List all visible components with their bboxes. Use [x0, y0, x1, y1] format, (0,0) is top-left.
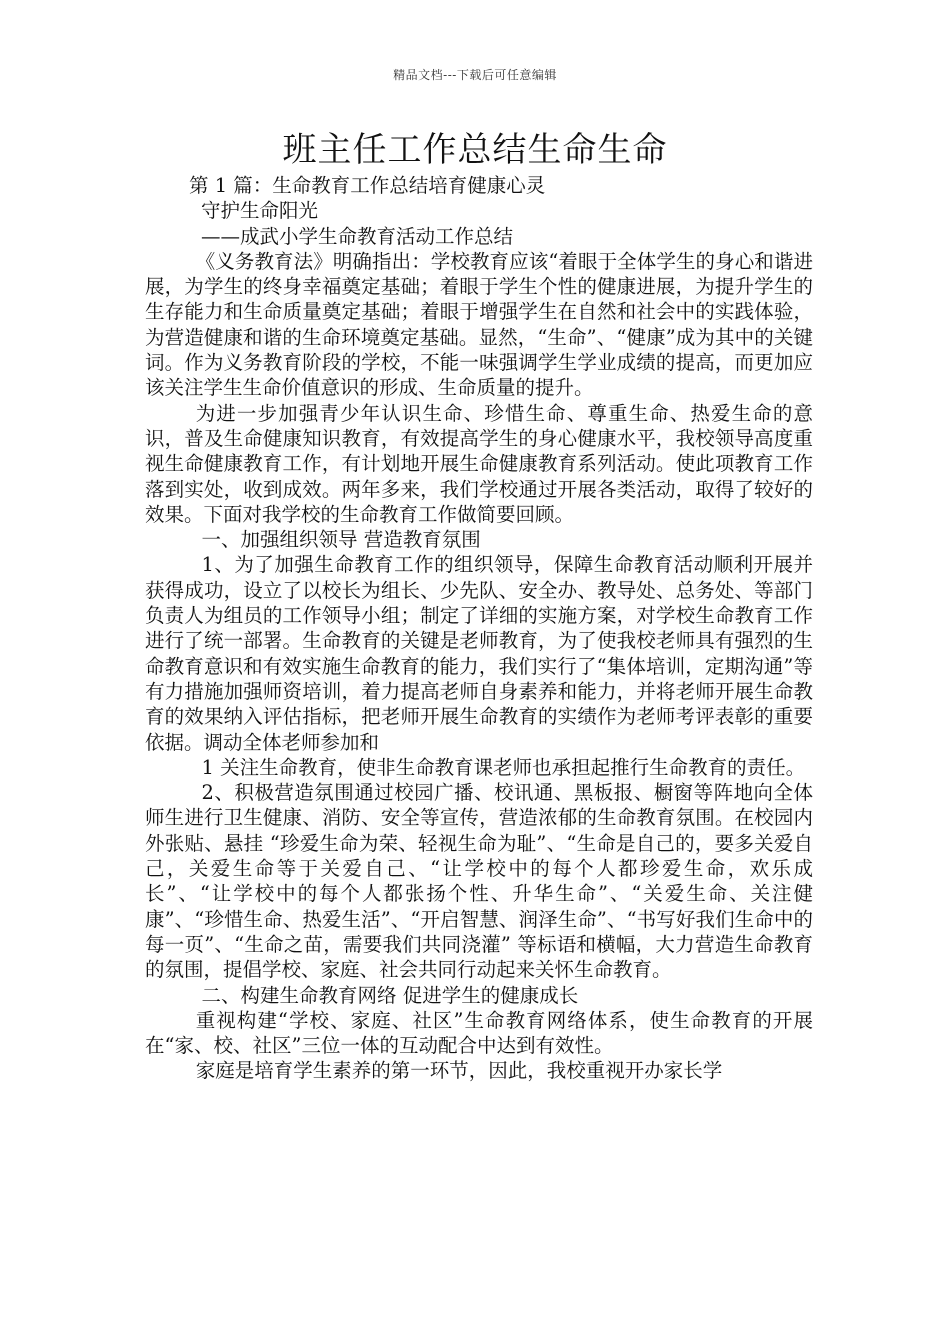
- subtitle-line-3: ——成武小学生命教育活动工作总结: [201, 224, 514, 248]
- subtitle-line-2: 守护生命阳光: [201, 199, 319, 223]
- paragraph: 2、积极营造氛围通过校园广播、校讯通、黑板报、橱窗等阵地向全体师生进行卫生健康、消防、安全等宣传，营造浓郁的生命教育氛围。在校园内外张贴、悬挂 “珍爱生命为荣、轻视生命为耻”、“生命是自己的，要多关爱自己，关爱生命等于关爱自己、“让学校中的每个人都珍爱生命，欢乐成长”、“让学校中的每个人都张扬个性、升华生命”、“关爱生命、关注健康”、“珍惜生命、热爱生活”、“开启智慧、润泽生命”、“书写好我们生命中的每一页”、“生命之苗，需要我们共同浇灌” 等标语和横幅，大力营造生命教育的氛围，提倡学校、家庭、社会共同行动起来关怀生命教育。: [145, 781, 813, 982]
- paragraph: 《义务教育法》明确指出：学校教育应该“着眼于全体学生的身心和谐进展，为学生的终身幸福奠定基础；着眼于学生个性的健康进展，为提升学生的生存能力和生命质量奠定基础；着眼于增强学生在自然和社会中的实践体验，为营造健康和谐的生命环境奠定基础。显然，“生命”、“健康”成为其中的关键词。作为义务教育阶段的学校，不能一味强调学生学业成绩的提高，而更加应该关注学生生命价值意识的形成、生命质量的提升。: [145, 249, 813, 400]
- document-body: [145, 173, 813, 1084]
- paragraph: 1 关注生命教育，使非生命教育课老师也承担起推行生命教育的责任。: [201, 755, 806, 779]
- page-header: 精品文档---下载后可任意编辑: [393, 68, 557, 82]
- paragraph: 重视构建“学校、家庭、社区”生命教育网络体系，使生命教育的开展在“家、校、社区”三位一体的互动配合中达到有效性。: [145, 1008, 813, 1058]
- paragraph: 为进一步加强青少年认识生命、珍惜生命、尊重生命、热爱生命的意识，普及生命健康知识教育，有效提高学生的身心健康水平，我校领导高度重视生命健康教育工作，有计划地开展生命健康教育系列活动。使此项教育工作落到实处，收到成效。两年多来，我们学校通过开展各类活动，取得了较好的效果。下面对我学校的生命教育工作做简要回顾。: [145, 401, 813, 526]
- subtitle-line-1: 第 1 篇：生命教育工作总结培育健康心灵: [189, 174, 546, 197]
- document-title: 班主任工作总结生命生命: [282, 130, 668, 170]
- paragraph: 家庭是培育学生素养的第一环节，因此，我校重视开办家长学: [195, 1059, 723, 1083]
- section-heading: 一、加强组织领导 营造教育氛围: [201, 528, 481, 552]
- section-heading: 二、构建生命教育网络 促进学生的健康成长: [201, 983, 579, 1007]
- paragraph: 1、为了加强生命教育工作的组织领导，保障生命教育活动顺利开展并获得成功，设立了以校长为组长、少先队、安全办、教导处、总务处、等部门负责人为组员的工作领导小组；制定了详细的实施方案，对学校生命教育工作进行了统一部署。生命教育的关键是老师教育，为了使我校老师具有强烈的生命教育意识和有效实施生命教育的能力，我们实行了“集体培训，定期沟通”等有力措施加强师资培训，着力提高老师自身素养和能力，并将老师开展生命教育的效果纳入评估指标，把老师开展生命教育的实绩作为老师考评表彰的重要依据。调动全体老师参加和: [145, 553, 813, 754]
